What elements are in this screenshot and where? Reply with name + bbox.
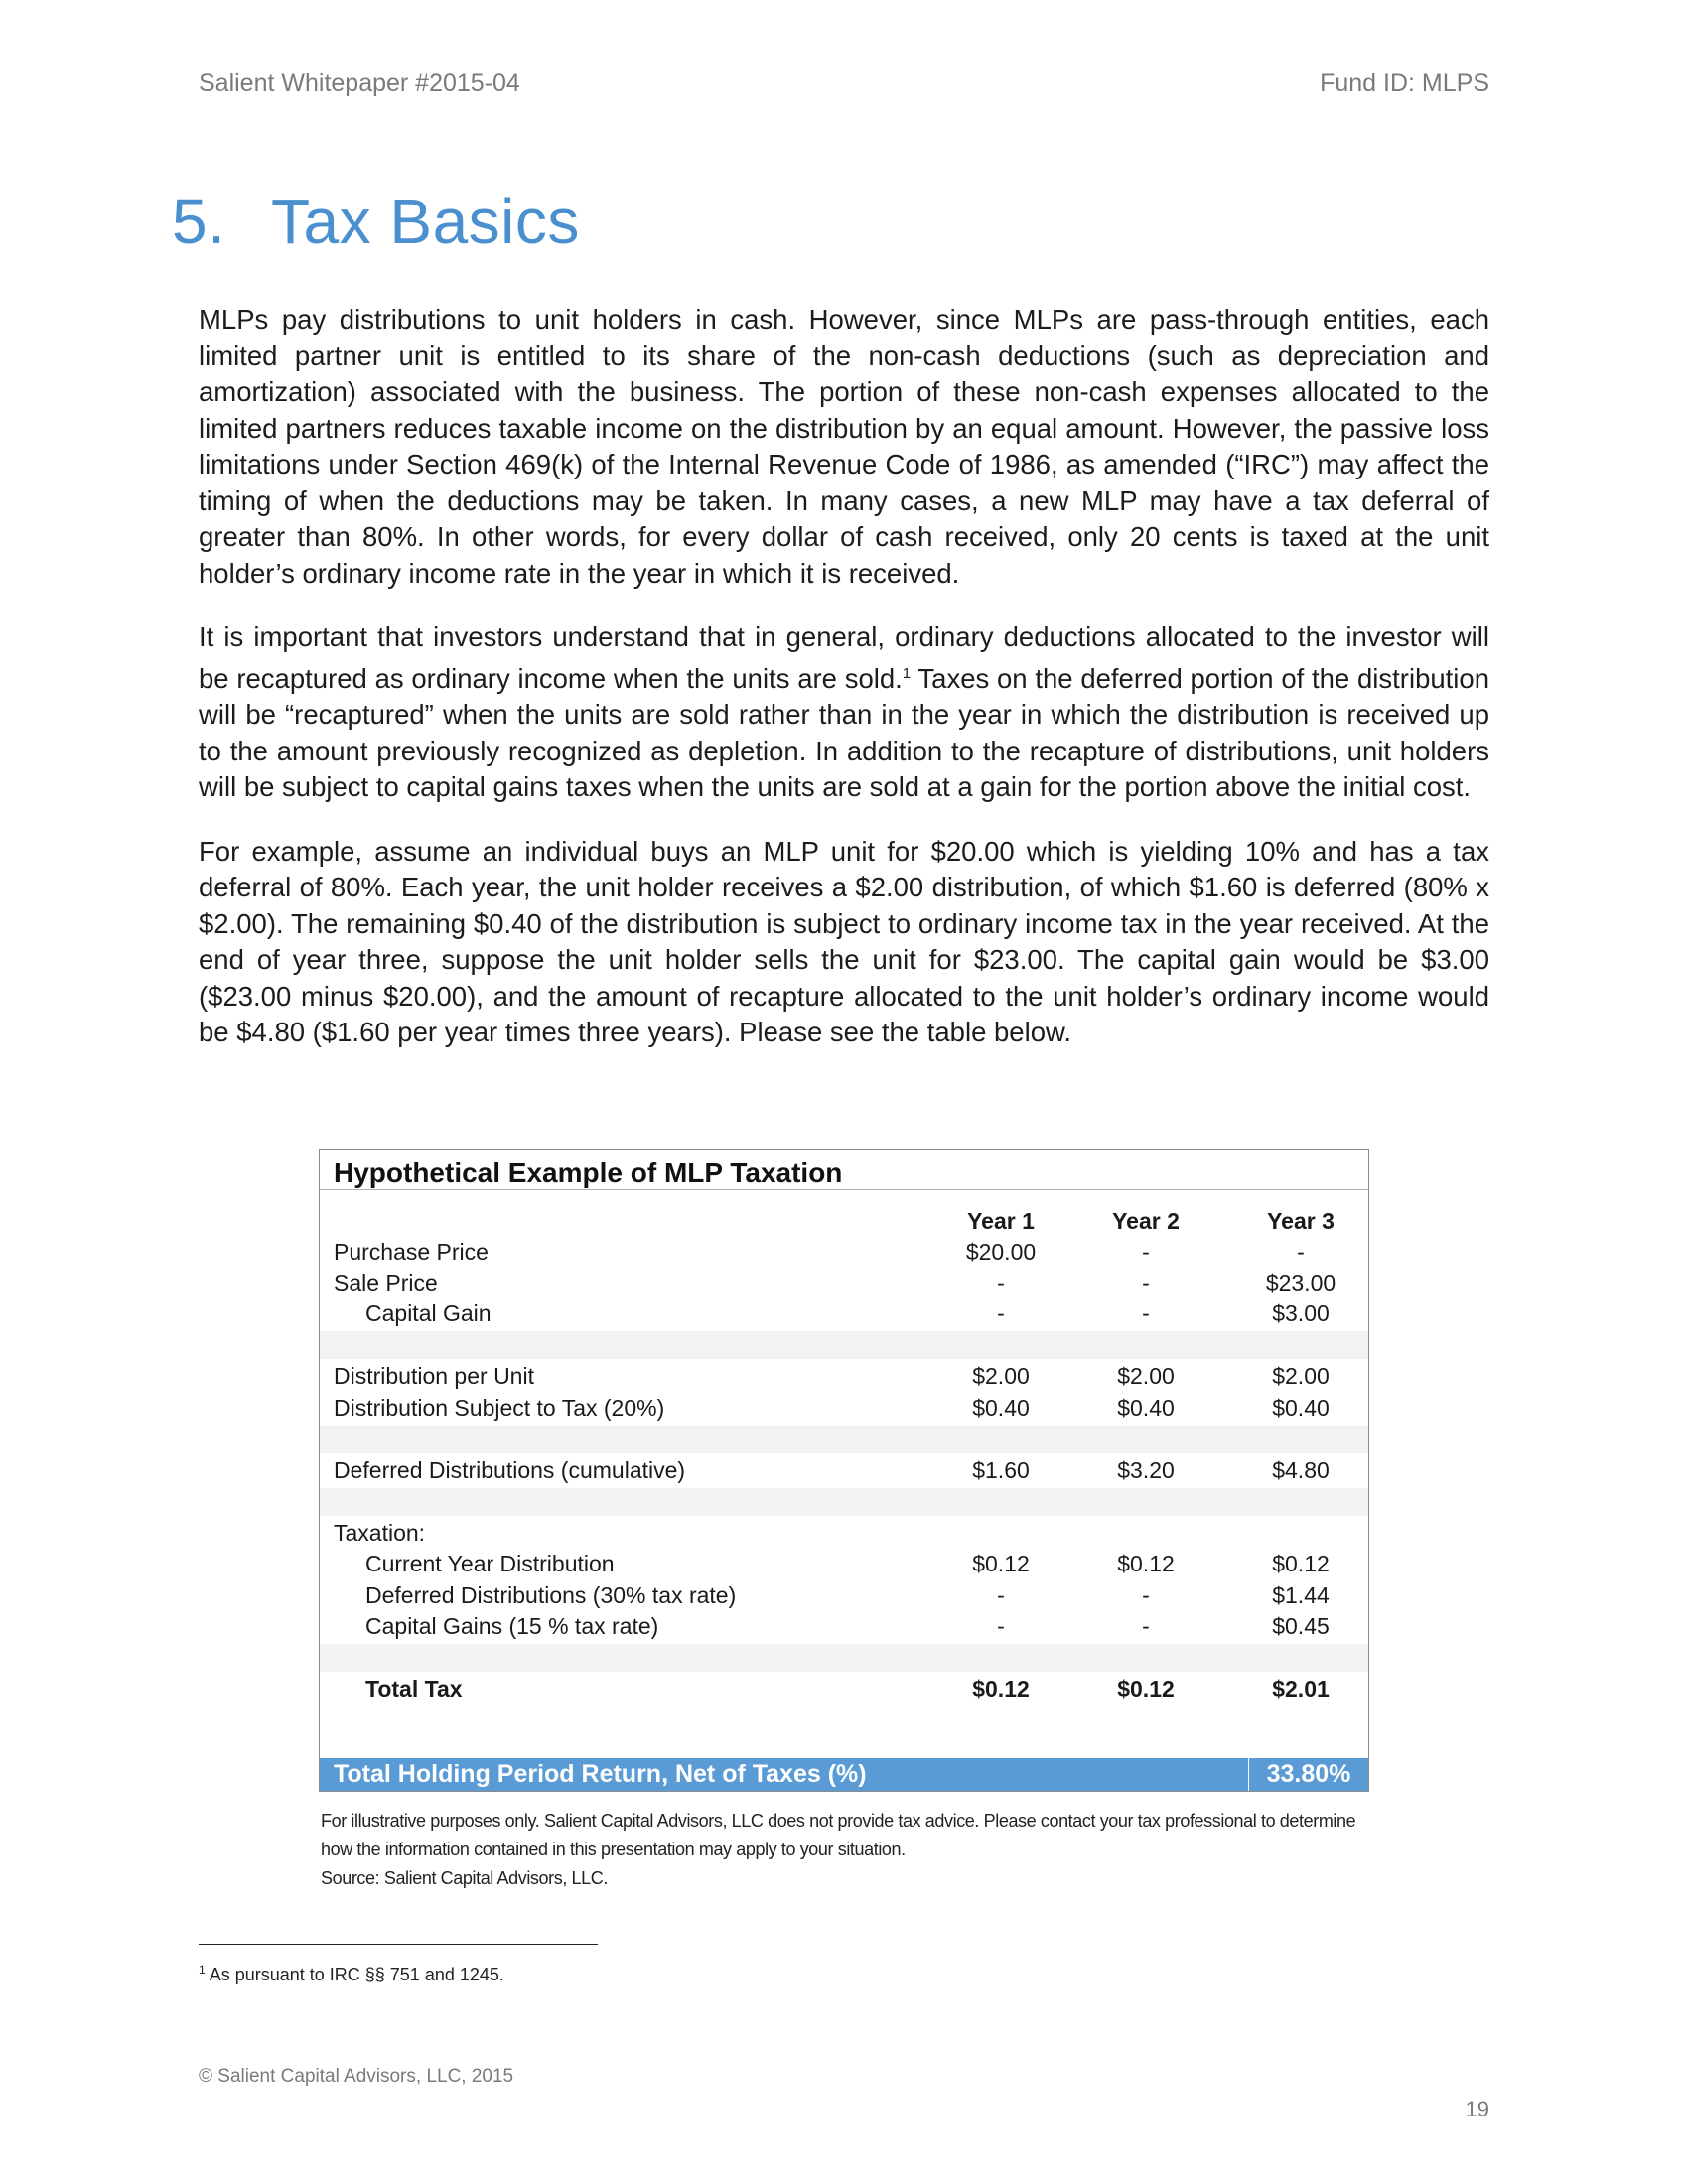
- row-label: Distribution per Unit: [334, 1363, 534, 1389]
- disclaimer-line-2: how the information contained in this presentation may apply to your situation.: [321, 1840, 906, 1859]
- row-label: Deferred Distributions (cumulative): [334, 1457, 686, 1483]
- table-row-total-tax: [320, 1674, 1368, 1705]
- cell-year-1: $0.40: [972, 1395, 1030, 1421]
- cell-year-1: $1.60: [972, 1457, 1030, 1483]
- table-row-purchase-price: [320, 1237, 1368, 1268]
- cell-year-2: -: [1142, 1613, 1150, 1639]
- header-document-id: Salient Whitepaper #2015-04: [199, 69, 520, 97]
- footnote-marker: 1: [199, 1963, 206, 1977]
- table-title-divider: [320, 1189, 1368, 1190]
- cell-year-3: $0.45: [1272, 1613, 1330, 1639]
- footnote: [199, 1963, 504, 1985]
- page-number: 19: [1465, 2097, 1489, 2121]
- cell-year-1: -: [997, 1270, 1005, 1296]
- cell-year-3: $0.12: [1272, 1551, 1330, 1576]
- cell-year-1: -: [997, 1582, 1005, 1608]
- footnote-divider: [199, 1944, 598, 1945]
- cell-year-2: $0.12: [1117, 1551, 1175, 1576]
- table-row-distribution-per-unit: [320, 1361, 1368, 1392]
- table-row-taxation-heading: [320, 1518, 1368, 1549]
- row-label: Distribution Subject to Tax (20%): [334, 1395, 665, 1421]
- table-spacer: [320, 1644, 1368, 1672]
- row-label: Total Tax: [365, 1676, 463, 1702]
- summary-value: 33.80%: [1248, 1758, 1368, 1791]
- table-row-capital-gain: [320, 1298, 1368, 1329]
- table-row-capital-gains-tax: [320, 1611, 1368, 1642]
- source-note: Source: Salient Capital Advisors, LLC.: [321, 1868, 608, 1888]
- cell-year-3: -: [1297, 1239, 1305, 1265]
- cell-year-3: $1.44: [1272, 1582, 1330, 1608]
- mlp-taxation-table: [319, 1149, 1369, 1792]
- cell-year-2: $2.00: [1117, 1363, 1175, 1389]
- cell-year-1: $2.00: [972, 1363, 1030, 1389]
- cell-year-1: -: [997, 1300, 1005, 1326]
- section-title: [172, 185, 580, 258]
- section-number: 5.: [172, 186, 226, 257]
- row-label: Capital Gains (15 % tax rate): [365, 1613, 659, 1639]
- table-spacer: [320, 1426, 1368, 1453]
- body-text: [199, 302, 1489, 1079]
- row-label: Purchase Price: [334, 1239, 489, 1265]
- running-header: [199, 69, 1489, 103]
- paragraph-2-part-b: Taxes on the deferred portion of the distribution will be “recaptured” when the units are sold rather than in the year in which the distribution is received up to the amount previously recognized as depletion. In addition to the recapture of distributions, unit holders will be subject to capital gains taxes when the units are sold at a gain for the portion above the initial cost.: [199, 662, 1489, 803]
- cell-year-3: $2.01: [1272, 1676, 1330, 1702]
- column-header-year-1: Year 1: [967, 1208, 1035, 1234]
- cell-year-1: $0.12: [972, 1551, 1030, 1576]
- cell-year-3: $3.00: [1272, 1300, 1330, 1326]
- row-label: Deferred Distributions (30% tax rate): [365, 1582, 737, 1608]
- table-row-deferred-distributions-tax: [320, 1580, 1368, 1611]
- cell-year-3: $2.00: [1272, 1363, 1330, 1389]
- row-label: Taxation:: [334, 1520, 426, 1546]
- footnote-reference: 1: [902, 664, 912, 682]
- cell-year-2: $0.40: [1117, 1395, 1175, 1421]
- column-header-year-2: Year 2: [1112, 1208, 1180, 1234]
- disclaimer-line-1: For illustrative purposes only. Salient Capital Advisors, LLC does not provide tax advice. Please contact your tax professional to determine: [321, 1811, 1356, 1831]
- total-return-summary-bar: [320, 1758, 1368, 1791]
- paragraph-2: [199, 619, 1489, 806]
- paragraph-1: MLPs pay distributions to unit holders in cash. However, since MLPs are pass-through entities, each limited partner unit is entitled to its share of the non-cash deductions (such as depreciation and amortization) associated with the business. The portion of these non-cash expenses allocated to the limited partners reduces taxable income on the distribution by an equal amount. However, the passive loss limitations under Section 469(k) of the Internal Revenue Code of 1986, as amended (“IRC”) may affect the timing of when the deductions may be taken. In many cases, a new MLP may have a tax deferral of greater than 80%. In other words, for every dollar of cash received, only 20 cents is taxed at the unit holder’s ordinary income rate in the year in which it is received.: [199, 304, 1489, 589]
- cell-year-2: -: [1142, 1582, 1150, 1608]
- table-row-current-year-distribution: [320, 1549, 1368, 1579]
- cell-year-2: $0.12: [1117, 1676, 1175, 1702]
- cell-year-1: $0.12: [972, 1676, 1030, 1702]
- table-spacer: [320, 1331, 1368, 1359]
- copyright: © Salient Capital Advisors, LLC, 2015: [199, 2066, 514, 2087]
- cell-year-3: $23.00: [1265, 1270, 1336, 1296]
- summary-label: Total Holding Period Return, Net of Taxes (%): [334, 1760, 867, 1788]
- table-spacer: [320, 1488, 1368, 1516]
- cell-year-1: -: [997, 1613, 1005, 1639]
- table-row-sale-price: [320, 1268, 1368, 1298]
- cell-year-2: -: [1142, 1300, 1150, 1326]
- footnote-text: As pursuant to IRC §§ 751 and 1245.: [209, 1965, 504, 1984]
- cell-year-2: $3.20: [1117, 1457, 1175, 1483]
- table-notes: [321, 1807, 1373, 1893]
- table-row-distribution-subject-to-tax: [320, 1393, 1368, 1424]
- header-fund-id: Fund ID: MLPS: [1320, 69, 1489, 97]
- section-title-text: Tax Basics: [271, 186, 580, 257]
- cell-year-1: $20.00: [965, 1239, 1037, 1265]
- cell-year-3: $0.40: [1272, 1395, 1330, 1421]
- table-title: Hypothetical Example of MLP Taxation: [334, 1158, 843, 1188]
- cell-year-2: -: [1142, 1239, 1150, 1265]
- table-row-deferred-distributions: [320, 1455, 1368, 1486]
- cell-year-2: -: [1142, 1270, 1150, 1296]
- paragraph-2-part-a: It is important that investors understand that in general, ordinary deductions allocated to the investor will be recaptured as ordinary income when the units are sold.: [199, 621, 1489, 694]
- paragraph-3: For example, assume an individual buys an MLP unit for $20.00 which is yielding 10% and has a tax deferral of 80%. Each year, the unit holder receives a $2.00 distribution, of which $1.60 is deferred (80% x $2.00). The remaining $0.40 of the distribution is subject to ordinary income tax in the year received. At the end of year three, suppose the unit holder sells the unit for $23.00. The capital gain would be $3.00 ($23.00 minus $20.00), and the amount of recapture allocated to the unit holder’s ordinary income would be $4.80 ($1.60 per year times three years). Please see the table below.: [199, 835, 1489, 1048]
- row-label: Capital Gain: [365, 1300, 492, 1326]
- row-label: Current Year Distribution: [365, 1551, 615, 1576]
- table-header-row: [320, 1206, 1368, 1237]
- row-label: Sale Price: [334, 1270, 438, 1296]
- cell-year-3: $4.80: [1272, 1457, 1330, 1483]
- column-header-year-3: Year 3: [1267, 1208, 1335, 1234]
